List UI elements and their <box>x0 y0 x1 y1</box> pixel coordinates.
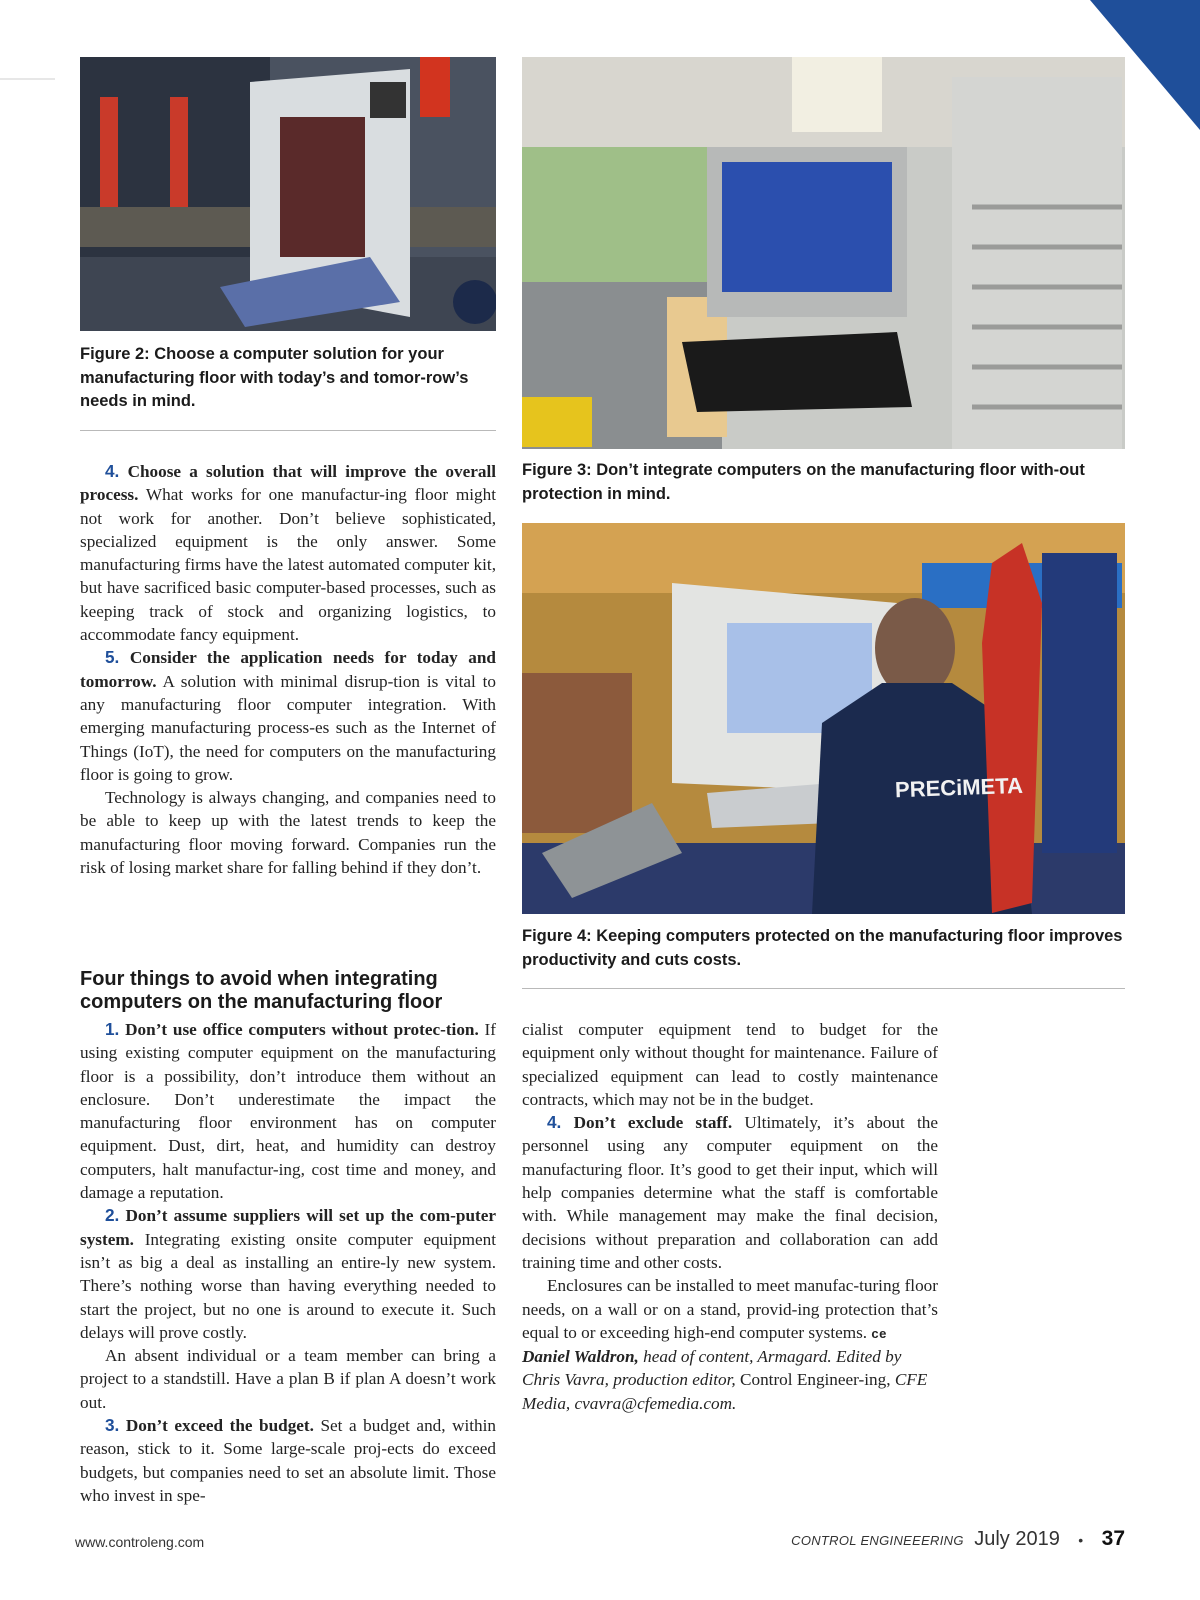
figure-3-photo <box>522 57 1125 449</box>
section-heading: Four things to avoid when integrating computers on the manufacturing floor <box>80 968 443 1013</box>
left-column-top <box>80 460 496 879</box>
shirt-text: PRECiMETA <box>894 772 1024 803</box>
body-paragraph: Technology is always changing, and companies need to be able to keep up with the latest trends to keep the manufacturing floor moving forward. Companies run the risk of losing market share for falling behind if they don’t. <box>80 788 496 878</box>
list-item: 4. Choose a solution that will improve the overall process. What works for one manufactur-ing floor might not work for another. Don’t believe sophisticated, specialized equipment is the only answer. Some manufacturing firms have the latest automated computer kit, but have sacrificed basic computer-based processes, such as keeping track of stock and organizing logistics, to accommodate fancy equipment. <box>80 461 496 645</box>
divider <box>522 988 1125 989</box>
decorative-rule <box>0 78 55 80</box>
divider <box>80 430 496 431</box>
list-item: 1. Don’t use office computers without protec-tion. If using existing computer equipment on the manufacturing floor is a possibility, don’t introduce them without an enclosure. Don’t underestimate the impact the manufacturing floor environment has on computer equipment. Dust, dirt, heat, and humidity can destroy computers, halt manufactur-ing, cost time and money, and damage a reputation. <box>80 1019 497 1203</box>
list-item: 3. Don’t exceed the budget. Set a budget and, within reason, stick to it. Some large-scale proj-ects do exceed budgets, but companies need to set an absolute limit. Those who invest in spe- <box>80 1415 496 1505</box>
magazine-name: CONTROL ENGINEEERING <box>791 1533 964 1548</box>
body-paragraph: An absent individual or a team member can bring a project to a standstill. Have a plan B if plan A doesn’t work out. <box>80 1346 496 1412</box>
figure-3-caption: Figure 3: Don’t integrate computers on the manufacturing floor with-out protection in mind. <box>522 461 1085 503</box>
list-item: 2. Don’t assume suppliers will set up the com-puter system. Integrating existing onsite computer equipment isn’t as big a deal as installing an entire-ly new system. There’s nothing worse than having everything needed to start the project, but no one is around to execute it. Such delays will prove costly. <box>80 1205 496 1342</box>
figure-4-photo <box>522 523 1125 914</box>
list-item: 5. Consider the application needs for today and tomorrow. A solution with minimal disrup-tion is vital to any manufacturing floor computer integration. With emerging manufacturing process-es such as the Internet of Things (IoT), the need for computers on the manufacturing floor is going to grow. <box>80 647 496 784</box>
body-paragraph: cialist computer equipment tend to budget for the equipment only without thought for maintenance. Failure of specialized equipment can lead to costly maintenance contracts, which may not be in the budget. <box>522 1020 938 1109</box>
right-column <box>522 1018 938 1415</box>
list-item: 4. Don’t exclude staff. Ultimately, it’s about the personnel using any computer equipment on the manufacturing floor. It’s good to get their input, which will help companies determine what the staff is comfortable with. While management may make the final decision, decisions without preparation and collaboration can add training time and other costs. <box>522 1112 939 1272</box>
issue-date: July 2019 <box>974 1528 1060 1550</box>
figure-2-photo <box>80 57 496 331</box>
figure-4-caption: Figure 4: Keeping computers protected on the manufacturing floor improves productivity and cuts costs. <box>522 927 1123 969</box>
bullet-separator: • <box>1078 1532 1084 1548</box>
page-number: 37 <box>1101 1527 1125 1550</box>
left-column-bottom <box>80 1018 496 1507</box>
byline: Daniel Waldron, head of content, Armagard. Edited by Chris Vavra, production editor, Control Engineer-ing, CFE Media, cvavra@cfemedia.com. <box>522 1347 928 1413</box>
footer-folio <box>791 1527 1125 1551</box>
body-paragraph: Enclosures can be installed to meet manufac-turing floor needs, on a wall or on a stand, provid-ing protection that’s equal to or exceeding high-end computer systems. ce <box>522 1276 938 1342</box>
end-mark: ce <box>871 1325 887 1341</box>
figure-2-caption: Figure 2: Choose a computer solution for your manufacturing floor with today’s and tomor-row’s needs in mind. <box>80 345 469 410</box>
footer-website: www.controleng.com <box>75 1534 205 1550</box>
